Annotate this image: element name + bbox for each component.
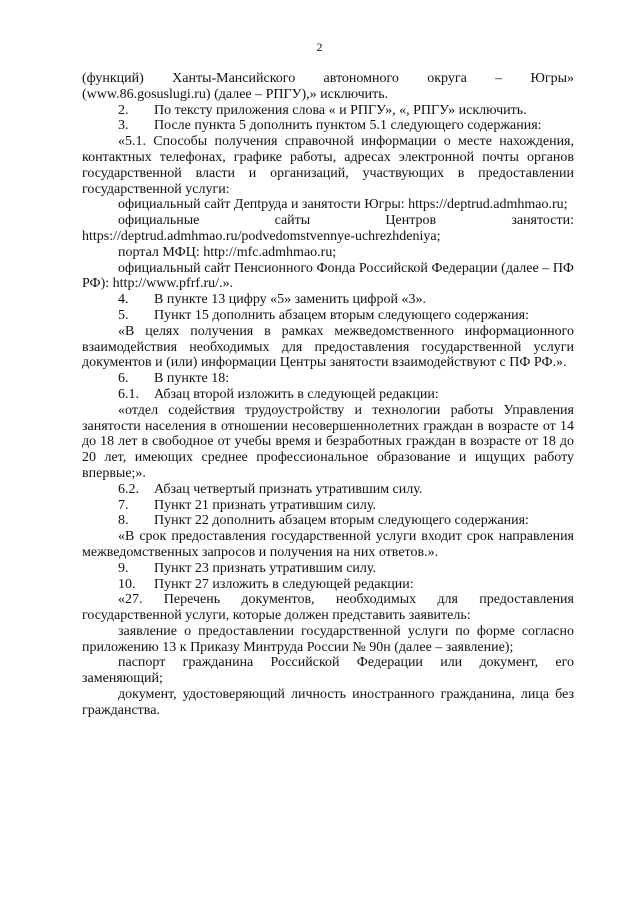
indented-paragraph: [82, 324, 574, 371]
paragraph-text: официальные сайты Центров занятости: https://deptrud.admhmao.ru/podvedomstvennye-uchrezhdeniya;: [82, 213, 574, 244]
numbered-paragraph: [82, 498, 574, 514]
paragraph-text: паспорт гражданина Российской Федерации или документ, его заменяющий;: [82, 655, 574, 687]
indented-paragraph: [82, 592, 574, 624]
paragraph-text: заявление о предоставлении государственной услуги по форме согласно приложению 13 к Приказу Минтруда России № 90н (далее – заявление);: [82, 623, 574, 655]
paragraph-text: Пункт 21 признать утратившим силу.: [154, 497, 376, 513]
paragraph-text: По тексту приложения слова « и РПГУ», «, РПГУ» исключить.: [154, 102, 527, 118]
paragraph-text: Пункт 15 дополнить абзацем вторым следующего содержания:: [154, 307, 529, 323]
numbered-paragraph: [82, 513, 574, 529]
paragraph-text: В пункте 13 цифру «5» заменить цифрой «3».: [154, 292, 426, 308]
paragraph-text: Пункт 23 признать утратившим силу.: [154, 560, 376, 576]
paragraph-number: 5.: [118, 307, 129, 323]
continued-paragraph: [82, 71, 574, 103]
paragraph-text: «В целях получения в рамках межведомственного информационного взаимодействия необходимых для предоставления государственной услуги документов и (или) информации Центры занятости взаимодействуют с ПФ РФ.».: [82, 323, 574, 371]
numbered-paragraph: [82, 577, 574, 593]
paragraph-number: 4.: [118, 292, 129, 308]
paragraph-text: «5.1. Способы получения справочной информации о месте нахождения, контактных телефонах, графике работы, адресах электронной почты органов государственной власти и организаций, участвующих в предоставлении государственной услуги:: [82, 134, 574, 197]
paragraph-number: 6.2.: [118, 481, 139, 497]
indented-paragraph: [82, 624, 574, 656]
paragraph-number: 3.: [118, 118, 129, 134]
paragraph-text: Абзац четвертый признать утратившим силу.: [154, 481, 423, 497]
paragraph-number: 6.: [118, 371, 129, 387]
numbered-paragraph: [82, 118, 574, 134]
indented-paragraph: [82, 245, 574, 261]
paragraph-text: Пункт 22 дополнить абзацем вторым следующего содержания:: [154, 513, 529, 529]
paragraph-number: 10.: [118, 576, 136, 592]
indented-paragraph: [82, 213, 574, 245]
numbered-paragraph: [82, 387, 574, 403]
paragraph-text: Пункт 27 изложить в следующей редакции:: [154, 576, 414, 592]
paragraph-text: официальный сайт Депtруда и занятости Югры: https://deptrud.admhmao.ru;: [118, 197, 568, 213]
paragraph-text: «27. Перечень документов, необходимых для предоставления государственной услуги, которые должен представить заявитель:: [82, 592, 574, 624]
indented-paragraph: [82, 529, 574, 561]
numbered-paragraph: [82, 561, 574, 577]
numbered-paragraph: [82, 292, 574, 308]
numbered-paragraph: [82, 482, 574, 498]
paragraph-number: 8.: [118, 513, 129, 529]
indented-paragraph: [82, 403, 574, 482]
paragraph-number: 9.: [118, 560, 129, 576]
indented-paragraph: [82, 134, 574, 197]
indented-paragraph: [82, 197, 574, 213]
numbered-paragraph: [82, 103, 574, 119]
paragraph-text: документ, удостоверяющий личность иностранного гражданина, лица без гражданства.: [82, 687, 574, 718]
numbered-paragraph: [82, 308, 574, 324]
paragraph-text: «В срок предоставления государственной услуги входит срок направления межведомственных запросов и получения на них ответов.».: [82, 529, 574, 560]
paragraph-number: 7.: [118, 497, 129, 513]
numbered-paragraph: [82, 371, 574, 387]
paragraph-text: «отдел содействия трудоустройству и технологии работы Управления занятости населения в отношении несовершеннолетних граждан в возрасте от 14 до 18 лет в свободное от учебы время и безработных граждан в возрасте от 18 до 20 лет, имеющих среднее профессиональное образование и ищущих работу впервые;».: [82, 402, 574, 481]
paragraph-text: (функций) Ханты-Мансийского автономного округа – Югры» (www.86.gosuslugi.ru) (далее – РПГУ),» исключить.: [82, 71, 574, 102]
paragraph-text: После пункта 5 дополнить пунктом 5.1 следующего содержания:: [154, 118, 542, 134]
page-number: 2: [316, 40, 323, 54]
paragraph-number: 6.1.: [118, 386, 139, 402]
paragraph-text: Абзац второй изложить в следующей редакции:: [154, 386, 439, 402]
paragraph-text: официальный сайт Пенсионного Фонда Российской Федерации (далее – ПФ РФ): http://www.pfrf.ru/.».: [82, 260, 574, 292]
indented-paragraph: [82, 655, 574, 687]
document-body: [82, 71, 574, 719]
paragraph-number: 2.: [118, 102, 129, 118]
paragraph-text: портал МФЦ: http://mfc.admhmao.ru;: [118, 244, 337, 260]
indented-paragraph: [82, 261, 574, 293]
paragraph-text: В пункте 18:: [154, 371, 230, 387]
indented-paragraph: [82, 687, 574, 719]
